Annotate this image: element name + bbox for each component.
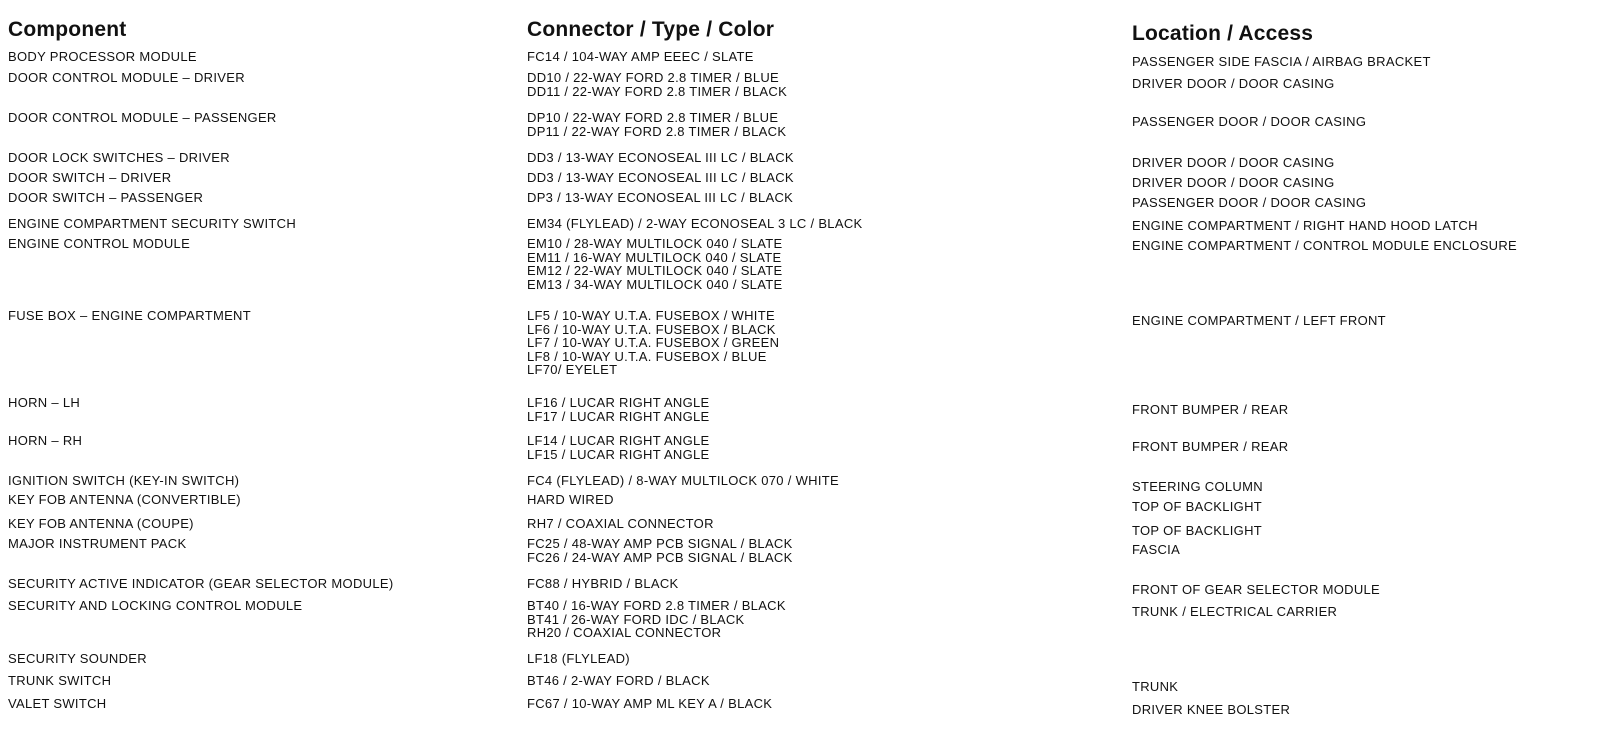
component-cell: MAJOR INSTRUMENT PACK (8, 536, 187, 551)
component-cell: DOOR SWITCH – DRIVER (8, 170, 172, 185)
location-cell: FRONT BUMPER / REAR (1132, 439, 1289, 454)
component-cell: DOOR CONTROL MODULE – DRIVER (8, 70, 245, 85)
component-cell: IGNITION SWITCH (KEY-IN SWITCH) (8, 473, 240, 488)
connector-line: DD3 / 13-WAY ECONOSEAL III LC / BLACK (527, 170, 794, 185)
connector-cell (527, 599, 786, 640)
connector-cell (527, 434, 710, 461)
connector-cell (527, 217, 862, 231)
connector-line: LF15 / LUCAR RIGHT ANGLE (527, 446, 710, 462)
connector-line: RH20 / COAXIAL CONNECTOR (527, 625, 722, 640)
connector-line: RH7 / COAXIAL CONNECTOR (527, 516, 714, 531)
connector-line: EM11 / 16-WAY MULTILOCK 040 / SLATE (527, 249, 782, 265)
connector-cell (527, 237, 782, 291)
connector-cell (527, 111, 786, 138)
connector-line: DP3 / 13-WAY ECONOSEAL III LC / BLACK (527, 190, 794, 205)
location-cell: FASCIA (1132, 542, 1181, 557)
column-header-connector: Connector / Type / Color (527, 18, 775, 41)
location-cell: ENGINE COMPARTMENT / CONTROL MODULE ENCLOSURE (1132, 238, 1518, 253)
connector-cell (527, 309, 779, 377)
connector-cell (527, 577, 679, 591)
connector-line: DP10 / 22-WAY FORD 2.8 TIMER / BLUE (527, 110, 779, 125)
connector-line: FC67 / 10-WAY AMP ML KEY A / BLACK (527, 696, 773, 711)
connector-line: LF18 (FLYLEAD) (527, 651, 630, 666)
location-cell: DRIVER DOOR / DOOR CASING (1132, 76, 1335, 91)
component-cell: DOOR LOCK SWITCHES – DRIVER (8, 150, 230, 165)
connector-line: BT40 / 16-WAY FORD 2.8 TIMER / BLACK (527, 598, 786, 613)
connector-line: LF8 / 10-WAY U.T.A. FUSEBOX / BLUE (527, 348, 767, 364)
connector-line: DP11 / 22-WAY FORD 2.8 TIMER / BLACK (527, 123, 787, 139)
location-cell: TOP OF BACKLIGHT (1132, 523, 1263, 538)
connector-cell (527, 674, 710, 688)
location-cell: DRIVER DOOR / DOOR CASING (1132, 175, 1335, 190)
connector-line: FC26 / 24-WAY AMP PCB SIGNAL / BLACK (527, 549, 793, 565)
connector-line: FC88 / HYBRID / BLACK (527, 576, 679, 591)
connector-line: BT41 / 26-WAY FORD IDC / BLACK (527, 611, 745, 627)
connector-line: DD10 / 22-WAY FORD 2.8 TIMER / BLUE (527, 70, 780, 85)
location-cell: STEERING COLUMN (1132, 479, 1263, 494)
component-cell: SECURITY ACTIVE INDICATOR (GEAR SELECTOR MODULE) (8, 576, 394, 591)
connector-line: LF5 / 10-WAY U.T.A. FUSEBOX / WHITE (527, 308, 775, 323)
component-cell: FUSE BOX – ENGINE COMPARTMENT (8, 308, 251, 323)
connector-line: EM34 (FLYLEAD) / 2-WAY ECONOSEAL 3 LC / BLACK (527, 216, 863, 231)
connector-line: LF7 / 10-WAY U.T.A. FUSEBOX / GREEN (527, 335, 780, 350)
connector-line: LF6 / 10-WAY U.T.A. FUSEBOX / BLACK (527, 321, 776, 337)
location-cell: TOP OF BACKLIGHT (1132, 499, 1263, 514)
connector-cell (527, 697, 772, 711)
connector-cell (527, 71, 787, 98)
component-cell: HORN – LH (8, 395, 81, 410)
connector-cell (527, 493, 614, 507)
component-cell: DOOR CONTROL MODULE – PASSENGER (8, 110, 277, 125)
connector-cell (527, 652, 630, 666)
location-cell: ENGINE COMPARTMENT / LEFT FRONT (1132, 313, 1386, 328)
connector-cell (527, 50, 754, 64)
connector-cell (527, 151, 794, 165)
location-cell: FRONT OF GEAR SELECTOR MODULE (1132, 582, 1381, 597)
connector-line: DD3 / 13-WAY ECONOSEAL III LC / BLACK (527, 150, 794, 165)
component-cell: DOOR SWITCH – PASSENGER (8, 190, 204, 205)
component-cell: KEY FOB ANTENNA (CONVERTIBLE) (8, 492, 241, 507)
column-header-location: Location / Access (1132, 22, 1314, 45)
connector-line: FC4 (FLYLEAD) / 8-WAY MULTILOCK 070 / WHITE (527, 473, 839, 488)
location-cell: PASSENGER SIDE FASCIA / AIRBAG BRACKET (1132, 54, 1431, 69)
component-cell: HORN – RH (8, 433, 83, 448)
location-cell: ENGINE COMPARTMENT / RIGHT HAND HOOD LATCH (1132, 218, 1478, 233)
connector-line: LF70/ EYELET (527, 362, 618, 377)
location-cell: PASSENGER DOOR / DOOR CASING (1132, 114, 1367, 129)
component-cell: SECURITY SOUNDER (8, 651, 147, 666)
location-cell: DRIVER DOOR / DOOR CASING (1132, 155, 1335, 170)
connector-line: FC14 / 104-WAY AMP EEEC / SLATE (527, 49, 754, 64)
component-cell: ENGINE COMPARTMENT SECURITY SWITCH (8, 216, 297, 231)
connector-cell (527, 396, 710, 423)
location-cell: TRUNK / ELECTRICAL CARRIER (1132, 604, 1338, 619)
component-cell: VALET SWITCH (8, 696, 107, 711)
connector-line: DD11 / 22-WAY FORD 2.8 TIMER / BLACK (527, 83, 788, 99)
location-cell: PASSENGER DOOR / DOOR CASING (1132, 195, 1367, 210)
connector-line: HARD WIRED (527, 492, 614, 507)
connector-line: EM10 / 28-WAY MULTILOCK 040 / SLATE (527, 236, 783, 251)
connector-line: LF16 / LUCAR RIGHT ANGLE (527, 395, 710, 410)
connector-cell (527, 171, 794, 185)
location-cell: TRUNK (1132, 679, 1179, 694)
connector-line: FC25 / 48-WAY AMP PCB SIGNAL / BLACK (527, 536, 793, 551)
connector-cell (527, 537, 793, 564)
connector-line: LF17 / LUCAR RIGHT ANGLE (527, 408, 710, 424)
component-cell: BODY PROCESSOR MODULE (8, 49, 197, 64)
connector-line: EM12 / 22-WAY MULTILOCK 040 / SLATE (527, 263, 783, 278)
connector-line: BT46 / 2-WAY FORD / BLACK (527, 673, 710, 688)
connector-cell (527, 517, 714, 531)
column-header-component: Component (8, 18, 127, 41)
component-cell: KEY FOB ANTENNA (COUPE) (8, 516, 194, 531)
location-cell: FRONT BUMPER / REAR (1132, 402, 1289, 417)
location-cell: DRIVER KNEE BOLSTER (1132, 702, 1291, 717)
connector-cell (527, 474, 839, 488)
connector-line: LF14 / LUCAR RIGHT ANGLE (527, 433, 710, 448)
connector-cell (527, 191, 793, 205)
component-cell: ENGINE CONTROL MODULE (8, 236, 191, 251)
connector-line: EM13 / 34-WAY MULTILOCK 040 / SLATE (527, 276, 783, 292)
component-cell: SECURITY AND LOCKING CONTROL MODULE (8, 598, 303, 613)
component-cell: TRUNK SWITCH (8, 673, 112, 688)
